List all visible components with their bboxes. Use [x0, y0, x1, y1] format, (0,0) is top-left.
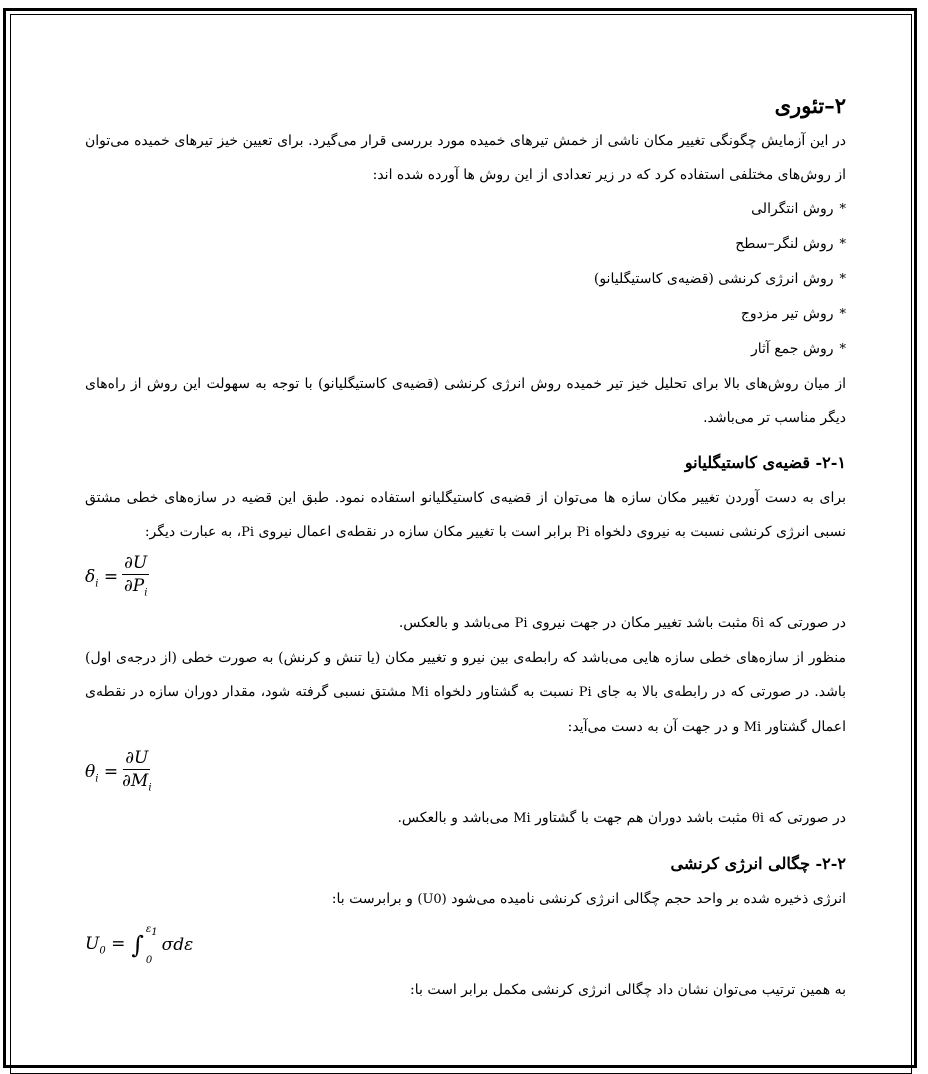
bullet-star-icon: * — [839, 237, 846, 252]
methods-conclusion-paragraph: از میان روش‌های بالا برای تحلیل خیز تیر خمیده روش انرژی کرنشی (قضیه‌ی کاستیگلیانو) با توجه به سهولت این روش از راه‌های دیگر مناسب تر می‌باشد. — [85, 376, 846, 426]
subsection-heading-strain-energy-density: ۲-۲- چگالی انرژی کرنشی — [670, 854, 846, 873]
deflection-sign-paragraph: در صورتی که δi مثبت باشد تغییر مکان در جهت نیروی Pi می‌باشد و بالعکس. — [398, 615, 846, 631]
integral-sign: ∫ — [131, 931, 144, 959]
equation-deflection: $\delta_i$ = $\frac{\partial U}{\partial P_i}$ — [85, 552, 148, 599]
castigliano-paragraph: برای به دست آوردن تغییر مکان سازه ها می‌توان از قضیه‌ی کاستیگلیانو استفاده نمود. طبق این قضیه در سازه‌های خطی مشتق نسبی انرژی کرنشی نسبت به نیروی دلخواه Pi برابر است با تغییر مکان سازه در نقطه‌ی اعمال نیروی Pi، به عبارت دیگر: — [85, 490, 846, 540]
pi-symbol: Pi — [241, 525, 255, 540]
complementary-energy-paragraph: به همین ترتیب می‌توان نشان داد چگالی انرژی کرنشی مکمل برابر است با: — [410, 982, 846, 998]
document-page — [85, 88, 846, 1007]
rotation-sign-paragraph: در صورتی که θi مثبت باشد دوران هم جهت با گشتاور Mi می‌باشد و بالعکس. — [397, 810, 846, 826]
section-heading: ۲–تئوری — [774, 93, 846, 118]
subsection-heading-castigliano: ۲-۱- قضیه‌ی کاستیگلیانو — [684, 453, 846, 472]
pi-symbol: Pi — [576, 525, 590, 540]
bullet-star-icon: * — [839, 342, 846, 357]
bullet-star-icon: * — [839, 272, 846, 287]
list-item: *روش انرژی کرنشی (قضیه‌ی کاستیگلیانو) — [85, 262, 846, 297]
linear-structures-paragraph: منظور از سازه‌های خطی سازه هایی می‌باشد که رابطه‌ی بین نیرو و تغییر مکان (یا تنش و کرنش) به صورت خطی (از درجه‌ی اول) باشد. در صورتی که در رابطه‌ی بالا به جای Pi نسبت به گشتاور دلخواه Mi مشتق نسبی گرفته شود، مقدار دوران سازه در نقطه‌ی اعمال گشتاور Mi و در جهت آن به دست می‌آید: — [85, 650, 846, 735]
methods-list — [85, 192, 846, 367]
list-item: *روش انتگرالی — [85, 192, 846, 227]
list-item: *روش جمع آثار — [85, 332, 846, 367]
intro-paragraph: در این آزمایش چگونگی تغییر مکان ناشی از خمش تیرهای خمیده مورد بررسی قرار می‌گیرد. برای تعیین خیز تیرهای خمیده می‌توان از روش‌های مختلفی استفاده کرد که در زیر تعدادی از این روش ها آورده شده اند: — [85, 133, 846, 183]
equation-rotation: $\theta_i$ = $\frac{\partial U}{\partial M_i}$ — [85, 747, 152, 794]
list-item: *روش لنگر–سطح — [85, 227, 846, 262]
bullet-star-icon: * — [839, 202, 846, 217]
strain-energy-density-paragraph: انرژی ذخیره شده بر واحد حجم چگالی انرژی کرنشی نامیده می‌شود (U0) و برابرست با: — [331, 891, 846, 907]
list-item: *روش تیر مزدوج — [85, 297, 846, 332]
equation-strain-energy-density: $U_0$ = ∫ $\varepsilon_1$ 0 σdε — [85, 924, 194, 966]
bullet-star-icon: * — [839, 307, 846, 322]
